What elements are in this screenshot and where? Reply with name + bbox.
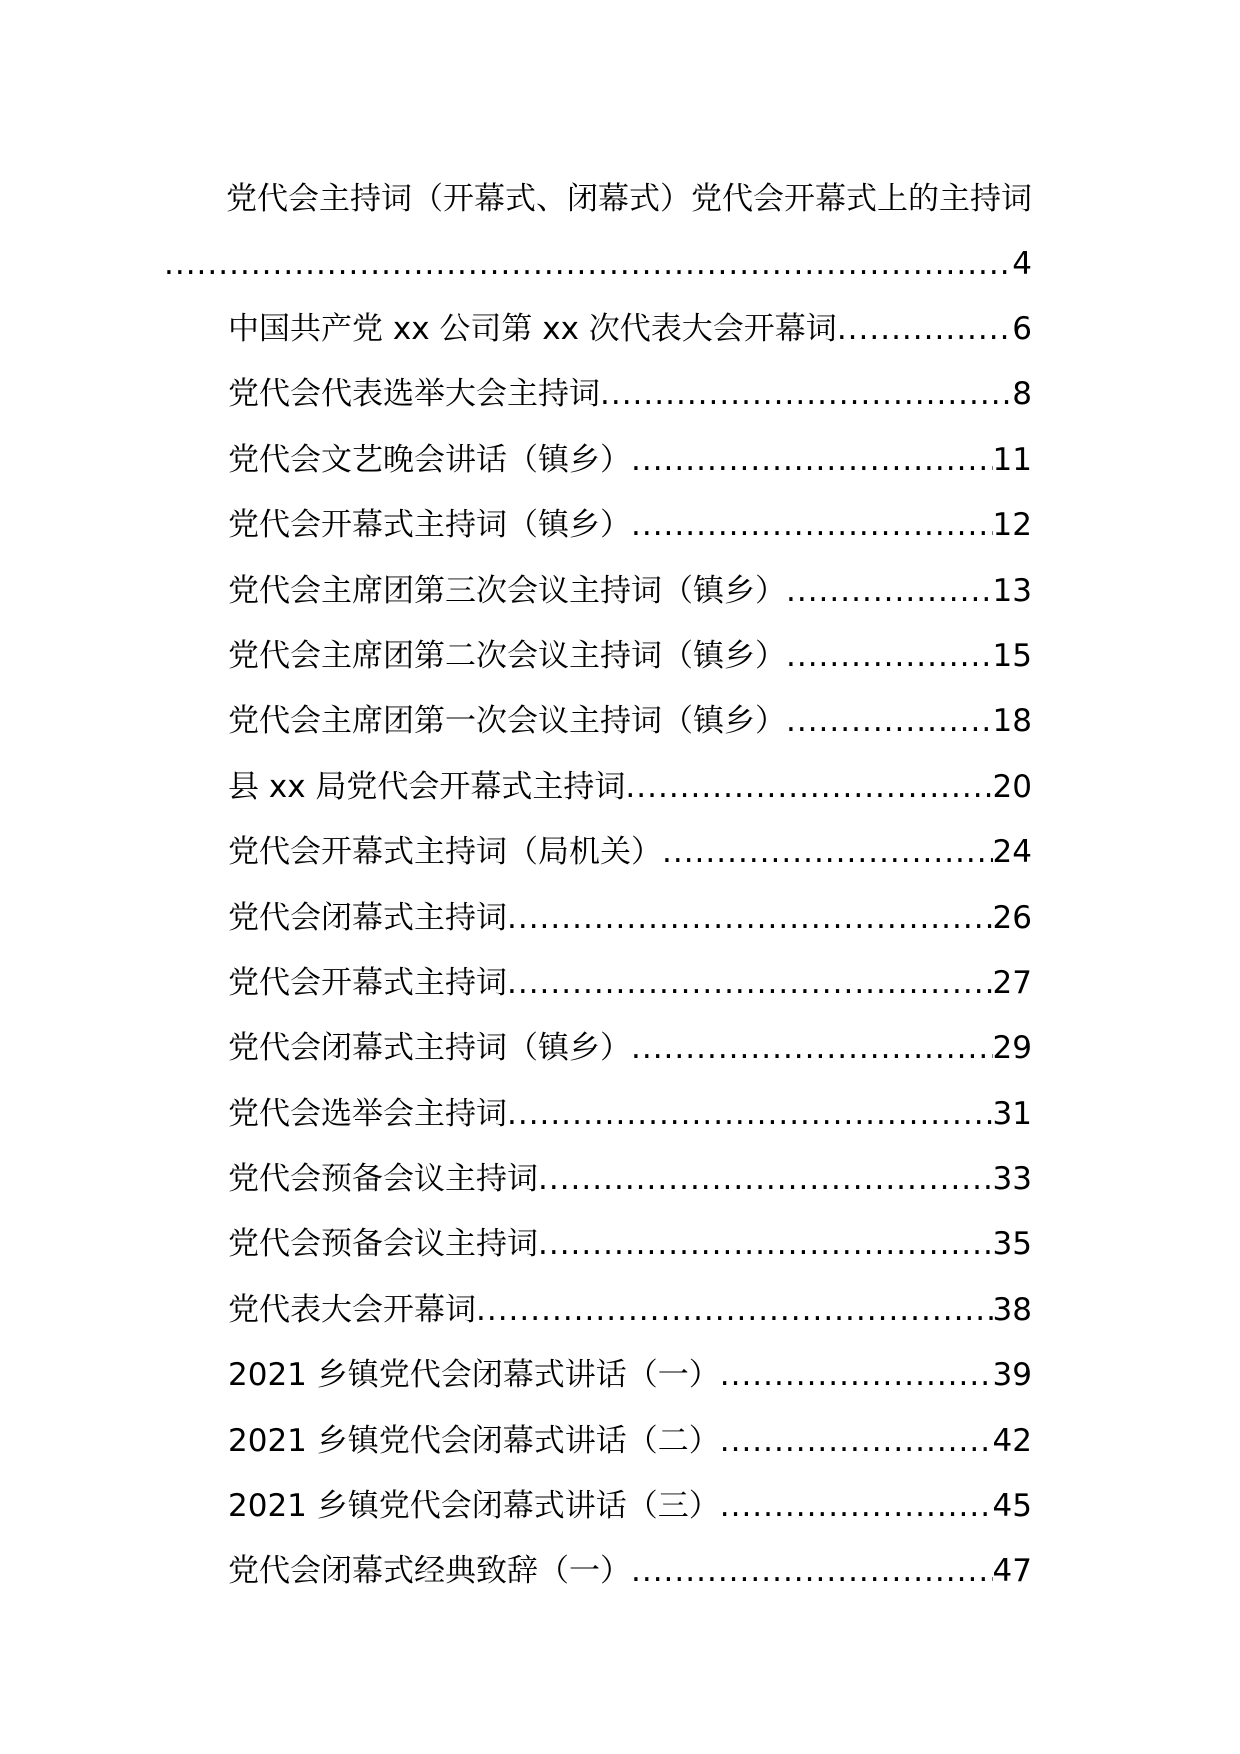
toc-entry[interactable] bbox=[228, 298, 1032, 363]
toc-entry-page: 35 bbox=[992, 1226, 1032, 1263]
toc-entry-title: 党代会主持词（开幕式、闭幕式）党代会开幕式上的主持词 bbox=[226, 181, 1032, 217]
toc-dot-leader bbox=[164, 233, 1012, 295]
toc-entry-title: 县 xx 局党代会开幕式主持词 bbox=[228, 768, 626, 805]
table-of-contents bbox=[228, 298, 1032, 1606]
toc-entry[interactable] bbox=[228, 690, 1032, 755]
toc-entry-page: 24 bbox=[992, 834, 1032, 871]
toc-entry-title: 党代会主席团第一次会议主持词（镇乡） bbox=[228, 703, 786, 740]
toc-dot-leader bbox=[538, 1213, 993, 1275]
toc-entry[interactable] bbox=[228, 756, 1032, 821]
toc-entry-page: 27 bbox=[992, 964, 1032, 1001]
toc-entry-page: 11 bbox=[992, 441, 1032, 478]
toc-entry-title: 党代会闭幕式经典致辞（一） bbox=[228, 1553, 631, 1590]
toc-dot-leader bbox=[720, 1344, 993, 1406]
toc-entry-title: 党代会闭幕式主持词 bbox=[228, 899, 507, 936]
toc-dot-leader bbox=[720, 1475, 993, 1537]
toc-entry[interactable] bbox=[228, 1410, 1032, 1475]
toc-entry[interactable] bbox=[228, 1148, 1032, 1213]
toc-entry-title: 党代会文艺晚会讲话（镇乡） bbox=[228, 441, 631, 478]
toc-entry[interactable] bbox=[228, 560, 1032, 625]
toc-entry-title: 党代会开幕式主持词 bbox=[228, 964, 507, 1001]
toc-entry-title: 党代会开幕式主持词（局机关） bbox=[228, 834, 662, 871]
toc-entry[interactable] bbox=[228, 887, 1032, 952]
toc-entry[interactable] bbox=[228, 1475, 1032, 1540]
toc-entry-title: 党代会主席团第三次会议主持词（镇乡） bbox=[228, 572, 786, 609]
toc-entry-title: 党代会预备会议主持词 bbox=[228, 1226, 538, 1263]
toc-entry[interactable] bbox=[228, 1344, 1032, 1409]
toc-dot-leader bbox=[631, 429, 993, 491]
toc-entry-page: 26 bbox=[992, 899, 1032, 936]
toc-entry-page: 39 bbox=[992, 1357, 1032, 1394]
toc-dot-leader bbox=[507, 952, 993, 1014]
toc-entry-page: 8 bbox=[1012, 376, 1032, 413]
toc-entry-title: 党代会选举会主持词 bbox=[228, 1095, 507, 1132]
toc-entry[interactable] bbox=[228, 952, 1032, 1017]
toc-dot-leader bbox=[786, 690, 993, 752]
toc-entry-page: 12 bbox=[992, 507, 1032, 544]
toc-entry-title: 中国共产党 xx 公司第 xx 次代表大会开幕词 bbox=[228, 311, 837, 347]
toc-entry-page: 33 bbox=[992, 1161, 1032, 1198]
toc-dot-leader bbox=[786, 560, 993, 622]
toc-entry[interactable] bbox=[228, 1279, 1032, 1344]
toc-entry-page: 18 bbox=[992, 703, 1032, 740]
toc-entry-page: 45 bbox=[992, 1488, 1032, 1525]
toc-entry[interactable] bbox=[228, 1083, 1032, 1148]
toc-dot-leader bbox=[507, 887, 993, 949]
toc-entry[interactable] bbox=[228, 363, 1032, 428]
toc-entry-first[interactable] bbox=[164, 168, 1099, 298]
toc-entry-page: 38 bbox=[992, 1291, 1032, 1328]
toc-dot-leader bbox=[631, 494, 993, 556]
toc-entry-page: 47 bbox=[992, 1553, 1032, 1590]
toc-dot-leader bbox=[786, 625, 993, 687]
toc-entry[interactable] bbox=[228, 1540, 1032, 1605]
toc-dot-leader bbox=[631, 1540, 993, 1602]
toc-dot-leader bbox=[837, 298, 1012, 360]
toc-entry-page: 42 bbox=[992, 1422, 1032, 1459]
toc-entry[interactable] bbox=[228, 1017, 1032, 1082]
toc-dot-leader bbox=[631, 1017, 993, 1079]
toc-entry-title: 2021 乡镇党代会闭幕式讲话（二） bbox=[228, 1422, 720, 1459]
toc-entry-title: 党代会代表选举大会主持词 bbox=[228, 376, 600, 413]
toc-entry-title: 党代会开幕式主持词（镇乡） bbox=[228, 507, 631, 544]
toc-entry-title: 党代会主席团第二次会议主持词（镇乡） bbox=[228, 637, 786, 674]
toc-entry-page: 29 bbox=[992, 1030, 1032, 1067]
toc-entry-page: 20 bbox=[992, 768, 1032, 805]
toc-dot-leader bbox=[600, 363, 1012, 425]
toc-entry[interactable] bbox=[228, 1213, 1032, 1278]
toc-dot-leader bbox=[720, 1410, 993, 1472]
toc-entry[interactable] bbox=[228, 625, 1032, 690]
toc-dot-leader bbox=[507, 1083, 993, 1145]
toc-entry[interactable] bbox=[228, 821, 1032, 886]
toc-entry-page: 4 bbox=[1012, 246, 1032, 282]
toc-dot-leader bbox=[538, 1148, 993, 1210]
toc-entry-page: 31 bbox=[992, 1095, 1032, 1132]
toc-dot-leader bbox=[476, 1279, 993, 1341]
toc-entry-title: 2021 乡镇党代会闭幕式讲话（三） bbox=[228, 1488, 720, 1525]
toc-entry-title: 党代会闭幕式主持词（镇乡） bbox=[228, 1030, 631, 1067]
toc-entry-page: 13 bbox=[992, 572, 1032, 609]
toc-entry-page: 6 bbox=[1012, 311, 1032, 347]
toc-entry[interactable] bbox=[228, 429, 1032, 494]
toc-entry[interactable] bbox=[228, 494, 1032, 559]
toc-dot-leader bbox=[625, 756, 992, 818]
toc-entry-title: 党代表大会开幕词 bbox=[228, 1291, 476, 1328]
toc-entry-title: 党代会预备会议主持词 bbox=[228, 1161, 538, 1198]
toc-entry-title: 2021 乡镇党代会闭幕式讲话（一） bbox=[228, 1357, 720, 1394]
toc-entry-leader-line bbox=[164, 233, 1032, 298]
toc-entry-page: 15 bbox=[992, 637, 1032, 674]
toc-dot-leader bbox=[662, 821, 993, 883]
